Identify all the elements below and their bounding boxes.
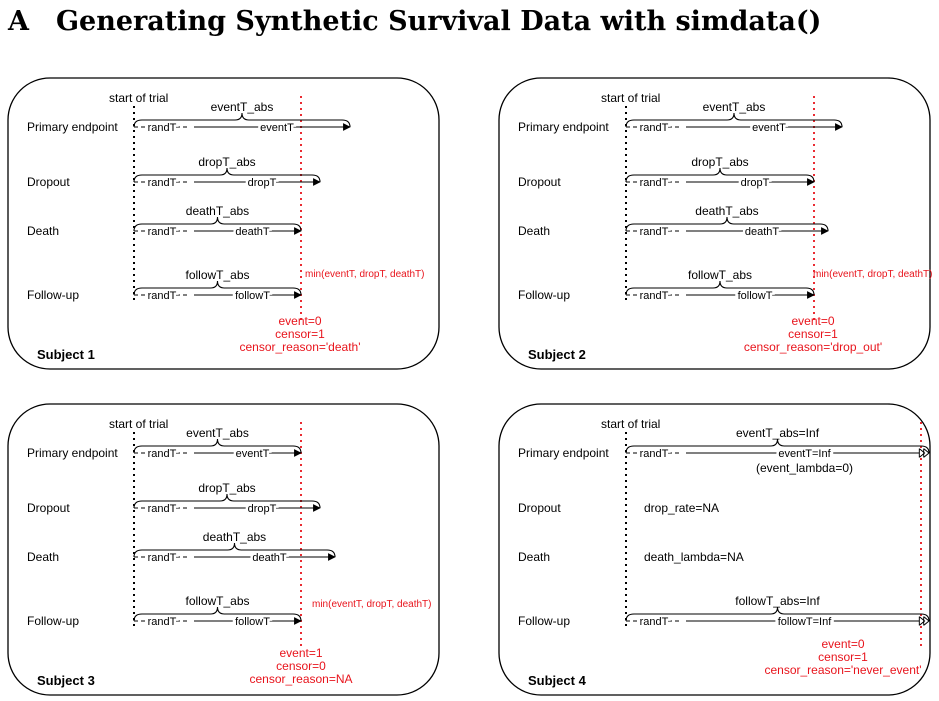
abs-label: followT_abs <box>185 594 250 608</box>
randT-label: randT <box>639 122 669 134</box>
segment-label: dropT <box>247 177 277 189</box>
subject-label: Subject 1 <box>37 347 95 362</box>
row-label-death: Death <box>518 224 551 238</box>
randT-label: randT <box>147 503 177 515</box>
outcome-line: censor=1 <box>818 650 868 664</box>
outcome-line: censor=0 <box>276 659 326 673</box>
segment-label: followT <box>235 616 270 628</box>
outcome-line: censor_reason=NA <box>249 672 353 686</box>
segment-label: followT=Inf <box>777 616 832 628</box>
segment-label: eventT <box>752 122 786 134</box>
panel-subject-2 <box>499 78 933 369</box>
segment-label: eventT=Inf <box>778 448 831 460</box>
row-label-death: Death <box>518 550 551 564</box>
abs-label: eventT_abs <box>210 100 274 114</box>
min-time-label: min(eventT, dropT, deathT) <box>813 269 933 280</box>
min-time-label: min(eventT, dropT, deathT) <box>312 599 432 610</box>
outcome-line: event=0 <box>791 314 835 328</box>
row-label-primary: Primary endpoint <box>27 446 118 460</box>
row-label-primary: Primary endpoint <box>518 120 609 134</box>
abs-label: eventT_abs <box>702 100 766 114</box>
abs-label: dropT_abs <box>198 155 256 169</box>
abs-label: dropT_abs <box>691 155 749 169</box>
outcome-line: event=0 <box>278 314 322 328</box>
section-letter: A <box>8 6 29 37</box>
randT-label: randT <box>147 226 177 238</box>
event-lambda-note: (event_lambda=0) <box>755 461 854 475</box>
subject-label: Subject 3 <box>37 673 95 688</box>
randT-label: randT <box>147 448 177 460</box>
abs-label: deathT_abs <box>202 530 267 544</box>
min-time-label: min(eventT, dropT, deathT) <box>305 269 425 280</box>
segment-label: dropT <box>247 503 277 515</box>
start-of-trial-label: start of trial <box>109 91 169 105</box>
row-label-primary: Primary endpoint <box>518 446 609 460</box>
randT-label: randT <box>147 552 177 564</box>
row-label-dropout: Dropout <box>27 501 70 515</box>
segment-label: deathT <box>235 226 270 238</box>
row-label-dropout: Dropout <box>27 175 70 189</box>
row-label-followup: Follow-up <box>518 614 571 628</box>
segment-label: followT <box>235 290 270 302</box>
subject-label: Subject 2 <box>528 347 586 362</box>
outcome-line: censor=1 <box>275 327 325 341</box>
outcome-line: censor_reason='never_event' <box>764 663 922 677</box>
outcome-line: event=0 <box>821 637 865 651</box>
row-label-death: Death <box>27 550 60 564</box>
randT-label: randT <box>639 290 669 302</box>
segment-label: deathT <box>252 552 287 564</box>
start-of-trial-label: start of trial <box>601 417 661 431</box>
segment-label: dropT <box>740 177 770 189</box>
randT-label: randT <box>639 448 669 460</box>
row-note-dropout: drop_rate=NA <box>644 501 720 515</box>
panel-subject-3 <box>8 404 439 695</box>
row-label-death: Death <box>27 224 60 238</box>
start-of-trial-label: start of trial <box>601 91 661 105</box>
panel-subject-4 <box>499 404 930 695</box>
row-label-dropout: Dropout <box>518 175 561 189</box>
randT-label: randT <box>639 226 669 238</box>
outcome-line: censor_reason='drop_out' <box>743 340 883 354</box>
randT-label: randT <box>639 616 669 628</box>
row-label-followup: Follow-up <box>27 288 80 302</box>
segment-label: eventT <box>235 448 270 460</box>
abs-label: dropT_abs <box>198 481 256 495</box>
randT-label: randT <box>639 177 669 189</box>
segment-label: followT <box>737 290 773 302</box>
segment-label: deathT <box>744 226 780 238</box>
abs-label: eventT_abs <box>186 426 249 440</box>
subject-label: Subject 4 <box>528 673 586 688</box>
abs-label: followT_abs <box>687 268 753 282</box>
panel-subject-1 <box>8 78 439 369</box>
start-of-trial-label: start of trial <box>109 417 169 431</box>
row-label-primary: Primary endpoint <box>27 120 118 134</box>
outcome-line: event=1 <box>279 646 323 660</box>
outcome-line: censor=1 <box>788 327 838 341</box>
randT-label: randT <box>147 290 177 302</box>
abs-label: followT_abs=Inf <box>735 594 820 608</box>
segment-label: eventT <box>260 122 294 134</box>
row-note-death: death_lambda=NA <box>644 550 744 564</box>
title-text: Generating Synthetic Survival Data with simdata() <box>56 6 822 37</box>
randT-label: randT <box>147 122 177 134</box>
row-label-followup: Follow-up <box>27 614 80 628</box>
abs-label: eventT_abs=Inf <box>735 426 820 440</box>
randT-label: randT <box>147 177 177 189</box>
row-label-dropout: Dropout <box>518 501 561 515</box>
row-label-followup: Follow-up <box>518 288 571 302</box>
abs-label: deathT_abs <box>185 204 250 218</box>
abs-label: deathT_abs <box>695 204 759 218</box>
outcome-line: censor_reason='death' <box>239 340 361 354</box>
randT-label: randT <box>147 616 177 628</box>
abs-label: followT_abs <box>185 268 250 282</box>
